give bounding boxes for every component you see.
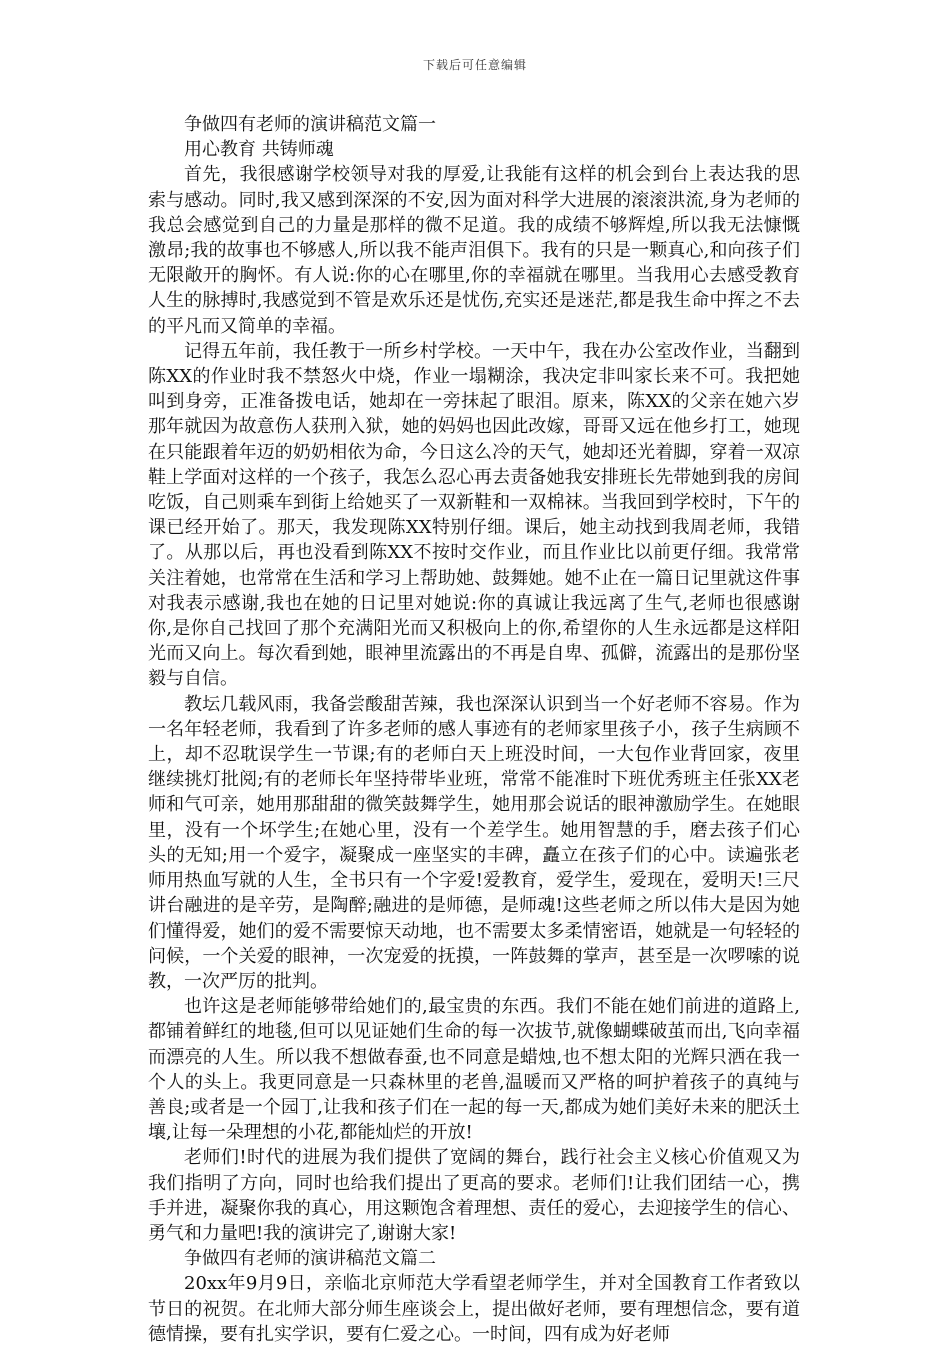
- paragraph: 老师们!时代的进展为我们提供了宽阔的舞台，践行社会主义核心价值观又为我们指明了方向，同时也给我们提出了更高的要求。老师们!让我们团结一心，携手并进，凝聚你我的真心，用这颗饱含着理想、责任的爱心，去迎接学生的信心、勇气和力量吧!我的演讲完了,谢谢大家!: [148, 1147, 800, 1244]
- article-title-1: 争做四有老师的演讲稿范文篇一: [184, 114, 436, 135]
- article-subtitle-1: 用心教育 共铸师魂: [184, 139, 334, 161]
- paragraph: 首先，我很感谢学校领导对我的厚爱,让我能有这样的机会到台上表达我的思索与感动。同时,我又感到深深的不安,因为面对科学大进展的滚滚洪流,身为老师的我总会感觉到自己的力量是那样的微不足道。我的成绩不够辉煌,所以我无法慷慨激昂;我的故事也不够感人,所以我不能声泪俱下。我有的只是一颗真心,和向孩子们无限敞开的胸怀。有人说:你的心在哪里,你的幸福就在哪里。当我用心去感受教育人生的脉搏时,我感觉到不管是欢乐还是忧伤,充实还是迷茫,都是我生命中挥之不去的平凡而又简单的幸福。: [148, 164, 800, 337]
- paragraph: 记得五年前，我任教于一所乡村学校。一天中午，我在办公室改作业，当翻到陈XX的作业时我不禁怒火中烧，作业一塌糊涂，我决定非叫家长来不可。我把她叫到身旁，正准备拨电话，她却在一旁抹起了眼泪。原来，陈XX的父亲在她六岁那年就因为故意伤人获刑入狱，她的妈妈也因此改嫁，哥哥又远在他乡打工，她现在只能跟着年迈的奶奶相依为命，今日这么冷的天气，她却还光着脚，穿着一双凉鞋上学面对这样的一个孩子，我怎么忍心再去责备她我安排班长先带她到我的房间吃饭，自己则乘车到街上给她买了一双新鞋和一双棉袜。当我回到学校时，下午的课已经开始了。那天，我发现陈XX特别仔细。课后，她主动找到我周老师，我错了。从那以后，再也没看到陈XX不按时交作业，而且作业比以前更仔细。我常常关注着她，也常常在生活和学习上帮助她、鼓舞她。她不止在一篇日记里就这件事对我表示感谢,我也在她的日记里对她说:你的真诚让我远离了生气,老师也很感谢你,是你自己找回了那个充满阳光而又积极向上的你,希望你的人生永远都是这样阳光而又向上。每次看到她，眼神里流露出的不再是自卑、孤僻，流露出的是那份坚毅与自信。: [148, 340, 800, 690]
- article-title-2: 争做四有老师的演讲稿范文篇二: [184, 1248, 436, 1270]
- paragraph: 教坛几载风雨，我备尝酸甜苦辣，我也深深认识到当一个好老师不容易。作为一名年轻老师，我看到了许多老师的感人事迹有的老师家里孩子小，孩子生病顾不上，却不忍耽误学生一节课;有的老师白天上班没时间，一大包作业背回家，夜里继续挑灯批阅;有的老师长年坚持带毕业班，常常不能准时下班优秀班主任张XX老师和气可亲，她用那甜甜的微笑鼓舞学生，她用那会说话的眼神激励学生。在她眼里，没有一个坏学生;在她心里，没有一个差学生。她用智慧的手，磨去孩子们心头的无知;用一个爱字，凝聚成一座坚实的丰碑，矗立在孩子们的心中。读遍张老师用热血写就的人生，全书只有一个字爱!爱教育，爱学生，爱现在，爱明天!三尺讲台融进的是辛劳，是陶醉;融进的是师德，是师魂!这些老师之所以伟大是因为她们懂得爱，她们的爱不需要惊天动地，也不需要太多柔情密语，她就是一句轻轻的问候，一个关爱的眼神，一次宠爱的抚摸，一阵鼓舞的掌声，甚至是一次啰嗦的说教，一次严厉的批判。: [148, 693, 800, 992]
- paragraph: 20xx年9月9日，亲临北京师范大学看望老师学生，并对全国教育工作者致以节日的祝贺。在北师大部分师生座谈会上，提出做好老师，要有理想信念，要有道德情操，要有扎实学识，要有仁爱之心。一时间，四有成为好老师: [148, 1273, 800, 1345]
- paragraph: 也许这是老师能够带给她们的,最宝贵的东西。我们不能在她们前进的道路上,都铺着鲜红的地毯,但可以见证她们生命的每一次拔节,就像蝴蝶破茧而出,飞向幸福而漂亮的人生。所以我不想做春蚕,也不同意是蜡烛,也不想太阳的光辉只洒在我一个人的头上。我更同意是一只森林里的老兽,温暖而又严格的呵护着孩子的真纯与善良;或者是一个园丁,让我和孩子们在一起的每一天,都成为她们美好未来的肥沃土壤,让每一朵理想的小花,都能灿烂的开放!: [148, 996, 800, 1144]
- header-note: 下载后可任意编辑: [422, 58, 527, 72]
- article-body: [148, 112, 800, 1347]
